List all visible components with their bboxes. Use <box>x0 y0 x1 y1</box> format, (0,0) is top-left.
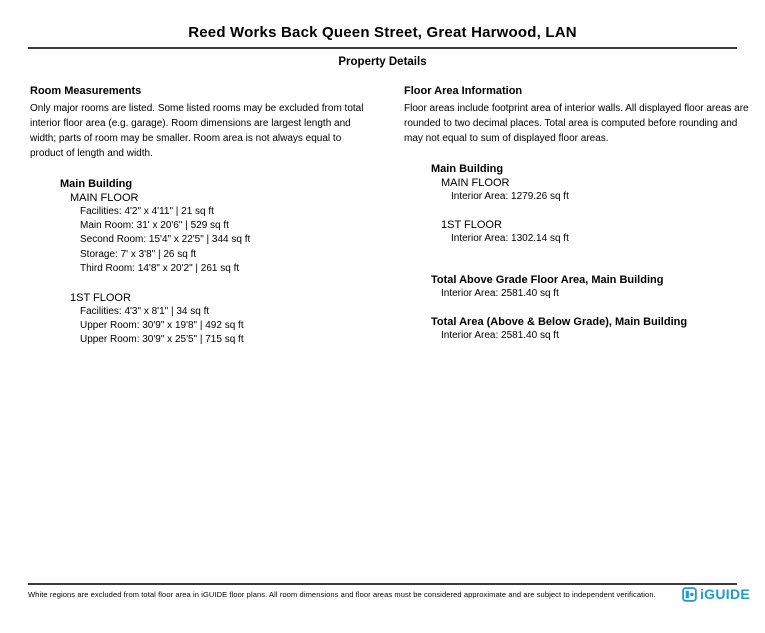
property-details-page <box>0 24 765 633</box>
floor-block-main-floor <box>30 191 368 276</box>
floor-area-block-main-floor <box>404 176 757 204</box>
total-area-line: Interior Area: 2581.40 sq ft <box>441 288 559 300</box>
footer-divider <box>28 583 737 585</box>
room-line: Storage: 7' x 3'8" | 26 sq ft <box>80 248 197 260</box>
room-measurements-heading: Room Measurements <box>30 85 142 97</box>
page-title: Reed Works Back Queen Street, Great Harwood, LAN <box>188 24 577 41</box>
iguide-logo-text: iGUIDE <box>699 586 750 602</box>
floor-area-section <box>378 85 765 348</box>
room-line: Facilities: 4'3" x 8'1" | 34 sq ft <box>80 306 210 318</box>
room-line: Facilities: 4'2" x 4'11" | 21 sq ft <box>80 206 214 217</box>
room-line: Upper Room: 30'9" x 19'8" | 492 sq ft <box>80 320 244 332</box>
floor-name: MAIN FLOOR <box>441 177 510 189</box>
building-name: Main Building <box>431 163 504 175</box>
total-above-grade-block <box>404 274 757 301</box>
floor-name: MAIN FLOOR <box>70 192 139 204</box>
footer-disclaimer: White regions are excluded from total floor area in iGUIDE floor plans. All room dimensions and floor areas must be considered approximate and are subject to independent verification. <box>28 589 656 599</box>
total-heading: Total Above Grade Floor Area, Main Building <box>431 274 664 287</box>
total-heading: Total Area (Above & Below Grade), Main Building <box>431 315 688 328</box>
room-measurements-description: Only major rooms are listed. Some listed rooms may be excluded from total interior floor area (e.g. garage). Room dimensions are largest length and width; parts of room may be smaller. Room area is not always equal to product of length and width. <box>30 103 364 159</box>
floor-area-description: Floor areas include footprint area of interior walls. All displayed floor areas are rounded to two decimal places. Total area is computed before rounding and may not equal to sum of displayed floor areas. <box>404 103 749 144</box>
title-divider <box>28 47 737 49</box>
iguide-logo <box>682 586 750 602</box>
floor-block-1st-floor <box>30 291 368 348</box>
room-line: Second Room: 15'4" x 22'5" | 344 sq ft <box>80 234 251 246</box>
total-above-below-grade-block <box>404 316 757 343</box>
page-subtitle: Property Details <box>338 56 427 68</box>
interior-area-line: Interior Area: 1302.14 sq ft <box>451 233 569 245</box>
room-line: Third Room: 14'8" x 20'2" | 261 sq ft <box>80 262 240 274</box>
floor-area-block-1st-floor <box>404 218 757 246</box>
page-footer <box>28 583 750 602</box>
content-columns <box>0 85 765 348</box>
floor-area-heading: Floor Area Information <box>404 85 523 97</box>
floor-name: 1ST FLOOR <box>441 219 502 232</box>
interior-area-line: Interior Area: 1279.26 sq ft <box>451 191 569 202</box>
total-area-line: Interior Area: 2581.40 sq ft <box>441 329 559 341</box>
building-name: Main Building <box>60 178 133 190</box>
room-line: Main Room: 31' x 20'6" | 529 sq ft <box>80 220 229 232</box>
iguide-logo-icon <box>682 587 697 602</box>
floor-name: 1ST FLOOR <box>70 292 131 305</box>
room-measurements-section <box>0 85 378 348</box>
room-line: Upper Room: 30'9" x 25'5" | 715 sq ft <box>80 334 244 346</box>
